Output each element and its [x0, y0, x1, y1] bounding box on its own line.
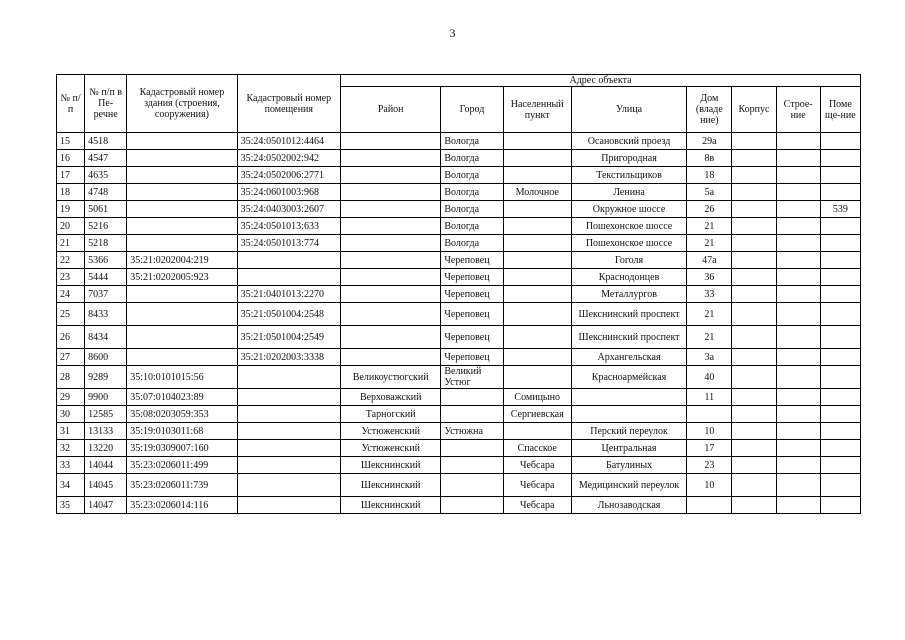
- cell-street: Красноармейская: [571, 366, 686, 389]
- cell-street: Ленина: [571, 184, 686, 201]
- cell-city: Череповец: [441, 286, 503, 303]
- cell-house: 21: [687, 303, 732, 326]
- cell-district: [341, 184, 441, 201]
- property-registry-table: [56, 74, 861, 514]
- cell-district: [341, 286, 441, 303]
- cell-room-cadastral: 35:21:0501004:2549: [237, 326, 340, 349]
- cell-room-cadastral: [237, 252, 340, 269]
- table-row: [57, 349, 861, 366]
- cell-list-id: 4748: [85, 184, 127, 201]
- cell-korpus: [732, 201, 776, 218]
- cell-stroenie: [776, 440, 820, 457]
- cell-korpus: [732, 423, 776, 440]
- cell-list-id: 14047: [85, 497, 127, 514]
- cell-house: 5а: [687, 184, 732, 201]
- cell-building-cadastral: [127, 326, 237, 349]
- cell-num: 27: [57, 349, 85, 366]
- header-district: Район: [341, 87, 441, 133]
- cell-street: Окружное шоссе: [571, 201, 686, 218]
- cell-street: Осановский проезд: [571, 133, 686, 150]
- cell-locality: [503, 303, 571, 326]
- cell-street: Шекснинский проспект: [571, 303, 686, 326]
- cell-district: [341, 349, 441, 366]
- cell-num: 34: [57, 474, 85, 497]
- cell-pomeschenie: [820, 497, 860, 514]
- cell-room-cadastral: [237, 366, 340, 389]
- table-row: [57, 366, 861, 389]
- cell-pomeschenie: [820, 366, 860, 389]
- cell-pomeschenie: [820, 326, 860, 349]
- cell-street: Льнозаводская: [571, 497, 686, 514]
- cell-korpus: [732, 303, 776, 326]
- table-row: [57, 286, 861, 303]
- cell-room-cadastral: 35:21:0401013:2270: [237, 286, 340, 303]
- cell-district: Устюженский: [341, 440, 441, 457]
- cell-city: Вологда: [441, 184, 503, 201]
- cell-stroenie: [776, 167, 820, 184]
- cell-stroenie: [776, 474, 820, 497]
- cell-list-id: 4635: [85, 167, 127, 184]
- cell-korpus: [732, 457, 776, 474]
- cell-district: [341, 201, 441, 218]
- cell-room-cadastral: 35:21:0501004:2548: [237, 303, 340, 326]
- cell-pomeschenie: [820, 406, 860, 423]
- table-row: [57, 252, 861, 269]
- header-korpus: Корпус: [732, 87, 776, 133]
- cell-stroenie: [776, 201, 820, 218]
- cell-city: [441, 389, 503, 406]
- cell-house: 8в: [687, 150, 732, 167]
- table-row: [57, 150, 861, 167]
- cell-pomeschenie: [820, 286, 860, 303]
- cell-list-id: 9900: [85, 389, 127, 406]
- cell-house: 18: [687, 167, 732, 184]
- cell-street: Центральная: [571, 440, 686, 457]
- table-row: [57, 389, 861, 406]
- cell-room-cadastral: [237, 474, 340, 497]
- cell-stroenie: [776, 133, 820, 150]
- cell-building-cadastral: [127, 303, 237, 326]
- cell-list-id: 13133: [85, 423, 127, 440]
- cell-pomeschenie: [820, 218, 860, 235]
- cell-stroenie: [776, 457, 820, 474]
- cell-korpus: [732, 269, 776, 286]
- cell-korpus: [732, 252, 776, 269]
- cell-city: [441, 440, 503, 457]
- cell-street: Пошехонское шоссе: [571, 218, 686, 235]
- cell-city: Устюжна: [441, 423, 503, 440]
- cell-house: [687, 406, 732, 423]
- cell-street: Металлургов: [571, 286, 686, 303]
- cell-stroenie: [776, 184, 820, 201]
- cell-building-cadastral: [127, 349, 237, 366]
- table-row: [57, 133, 861, 150]
- cell-locality: Сергиевская: [503, 406, 571, 423]
- cell-street: Пошехонское шоссе: [571, 235, 686, 252]
- cell-city: [441, 457, 503, 474]
- cell-list-id: 12585: [85, 406, 127, 423]
- cell-house: 10: [687, 474, 732, 497]
- cell-pomeschenie: [820, 133, 860, 150]
- cell-city: Череповец: [441, 349, 503, 366]
- cell-locality: [503, 252, 571, 269]
- cell-list-id: 5061: [85, 201, 127, 218]
- cell-house: 26: [687, 201, 732, 218]
- header-num: № п/п: [57, 75, 85, 133]
- cell-city: Вологда: [441, 167, 503, 184]
- cell-street: Архангельская: [571, 349, 686, 366]
- cell-room-cadastral: 35:24:0501013:633: [237, 218, 340, 235]
- cell-building-cadastral: 35:23:0206011:499: [127, 457, 237, 474]
- cell-locality: Спасское: [503, 440, 571, 457]
- cell-pomeschenie: [820, 303, 860, 326]
- cell-stroenie: [776, 286, 820, 303]
- cell-city: Череповец: [441, 269, 503, 286]
- cell-building-cadastral: 35:19:0103011:68: [127, 423, 237, 440]
- cell-pomeschenie: [820, 235, 860, 252]
- table-row: [57, 474, 861, 497]
- header-room-cadastral: Кадастровый номер помещения: [237, 75, 340, 133]
- table-row: [57, 303, 861, 326]
- cell-locality: [503, 269, 571, 286]
- cell-building-cadastral: [127, 184, 237, 201]
- cell-korpus: [732, 474, 776, 497]
- cell-house: [687, 497, 732, 514]
- cell-list-id: 14044: [85, 457, 127, 474]
- cell-locality: [503, 286, 571, 303]
- cell-district: Шекснинский: [341, 457, 441, 474]
- cell-house: 23: [687, 457, 732, 474]
- cell-room-cadastral: 35:24:0403003:2607: [237, 201, 340, 218]
- cell-house: 11: [687, 389, 732, 406]
- cell-korpus: [732, 218, 776, 235]
- cell-street: Пригородная: [571, 150, 686, 167]
- cell-house: 21: [687, 235, 732, 252]
- cell-num: 24: [57, 286, 85, 303]
- cell-stroenie: [776, 497, 820, 514]
- cell-list-id: 8600: [85, 349, 127, 366]
- cell-pomeschenie: [820, 389, 860, 406]
- cell-list-id: 4518: [85, 133, 127, 150]
- cell-district: [341, 133, 441, 150]
- cell-city: [441, 474, 503, 497]
- cell-city: Вологда: [441, 235, 503, 252]
- cell-locality: Сомицыно: [503, 389, 571, 406]
- cell-district: Шекснинский: [341, 497, 441, 514]
- header-row-top: [57, 75, 861, 87]
- cell-district: [341, 167, 441, 184]
- header-building: Строе-ние: [776, 87, 820, 133]
- cell-room-cadastral: 35:21:0202003:3338: [237, 349, 340, 366]
- cell-room-cadastral: [237, 269, 340, 286]
- cell-num: 26: [57, 326, 85, 349]
- cell-house: 29а: [687, 133, 732, 150]
- cell-pomeschenie: [820, 252, 860, 269]
- cell-stroenie: [776, 326, 820, 349]
- cell-district: [341, 269, 441, 286]
- cell-korpus: [732, 150, 776, 167]
- cell-korpus: [732, 349, 776, 366]
- cell-korpus: [732, 286, 776, 303]
- cell-num: 15: [57, 133, 85, 150]
- table-row: [57, 457, 861, 474]
- cell-room-cadastral: [237, 423, 340, 440]
- cell-street: Краснодонцев: [571, 269, 686, 286]
- cell-num: 22: [57, 252, 85, 269]
- cell-room-cadastral: [237, 497, 340, 514]
- cell-house: 36: [687, 269, 732, 286]
- cell-list-id: 5366: [85, 252, 127, 269]
- cell-district: [341, 235, 441, 252]
- table-row: [57, 184, 861, 201]
- cell-city: [441, 497, 503, 514]
- cell-room-cadastral: 35:24:0501012:4464: [237, 133, 340, 150]
- cell-house: 47а: [687, 252, 732, 269]
- page-number: 3: [449, 26, 456, 40]
- cell-city: Вологда: [441, 133, 503, 150]
- table-row: [57, 269, 861, 286]
- cell-korpus: [732, 235, 776, 252]
- header-building-cadastral: Кадастровый номер здания (строения, сооружения): [127, 75, 237, 133]
- cell-korpus: [732, 326, 776, 349]
- cell-house: 33: [687, 286, 732, 303]
- cell-pomeschenie: [820, 349, 860, 366]
- cell-pomeschenie: [820, 269, 860, 286]
- table-row: [57, 326, 861, 349]
- cell-street: [571, 406, 686, 423]
- cell-city: [441, 406, 503, 423]
- cell-list-id: 14045: [85, 474, 127, 497]
- cell-district: [341, 252, 441, 269]
- cell-locality: Молочное: [503, 184, 571, 201]
- cell-district: Верховажский: [341, 389, 441, 406]
- cell-pomeschenie: [820, 184, 860, 201]
- header-room: Поме ще-ние: [820, 87, 860, 133]
- cell-num: 28: [57, 366, 85, 389]
- cell-room-cadastral: 35:24:0601003:968: [237, 184, 340, 201]
- cell-room-cadastral: 35:24:0502006:2771: [237, 167, 340, 184]
- cell-street: Медицинский переулок: [571, 474, 686, 497]
- header-street: Улица: [571, 87, 686, 133]
- cell-building-cadastral: [127, 201, 237, 218]
- cell-locality: Чебсара: [503, 457, 571, 474]
- cell-korpus: [732, 406, 776, 423]
- cell-locality: [503, 150, 571, 167]
- cell-korpus: [732, 497, 776, 514]
- cell-num: 23: [57, 269, 85, 286]
- cell-num: 17: [57, 167, 85, 184]
- cell-street: Текстильщиков: [571, 167, 686, 184]
- cell-num: 32: [57, 440, 85, 457]
- cell-district: [341, 218, 441, 235]
- cell-city: Вологда: [441, 150, 503, 167]
- cell-district: [341, 150, 441, 167]
- cell-pomeschenie: [820, 440, 860, 457]
- cell-num: 16: [57, 150, 85, 167]
- cell-house: 21: [687, 326, 732, 349]
- cell-list-id: 8433: [85, 303, 127, 326]
- cell-locality: [503, 423, 571, 440]
- cell-num: 33: [57, 457, 85, 474]
- cell-city: Череповец: [441, 326, 503, 349]
- cell-num: 25: [57, 303, 85, 326]
- cell-building-cadastral: [127, 133, 237, 150]
- cell-stroenie: [776, 423, 820, 440]
- cell-pomeschenie: [820, 150, 860, 167]
- cell-list-id: 5444: [85, 269, 127, 286]
- cell-building-cadastral: [127, 235, 237, 252]
- cell-building-cadastral: 35:19:0309007:160: [127, 440, 237, 457]
- cell-num: 30: [57, 406, 85, 423]
- cell-korpus: [732, 366, 776, 389]
- cell-list-id: 7037: [85, 286, 127, 303]
- cell-locality: [503, 366, 571, 389]
- cell-locality: [503, 218, 571, 235]
- header-city: Город: [441, 87, 503, 133]
- table-row: [57, 497, 861, 514]
- header-address: Адрес объекта: [341, 75, 861, 87]
- cell-city: Череповец: [441, 252, 503, 269]
- cell-list-id: 9289: [85, 366, 127, 389]
- header-list-num: № п/п в Пе-речне: [85, 75, 127, 133]
- cell-building-cadastral: 35:21:0202004:219: [127, 252, 237, 269]
- cell-building-cadastral: 35:23:0206011:739: [127, 474, 237, 497]
- cell-house: 40: [687, 366, 732, 389]
- cell-num: 35: [57, 497, 85, 514]
- cell-street: [571, 389, 686, 406]
- cell-building-cadastral: [127, 150, 237, 167]
- cell-street: Перский переулок: [571, 423, 686, 440]
- cell-building-cadastral: [127, 218, 237, 235]
- cell-house: 10: [687, 423, 732, 440]
- cell-list-id: 8434: [85, 326, 127, 349]
- cell-stroenie: [776, 406, 820, 423]
- table-row: [57, 406, 861, 423]
- cell-building-cadastral: 35:07:0104023:89: [127, 389, 237, 406]
- cell-street: Гоголя: [571, 252, 686, 269]
- cell-pomeschenie: [820, 167, 860, 184]
- cell-num: 21: [57, 235, 85, 252]
- table-row: [57, 201, 861, 218]
- cell-korpus: [732, 440, 776, 457]
- table-row: [57, 423, 861, 440]
- cell-house: 3а: [687, 349, 732, 366]
- cell-district: Великоустюгский: [341, 366, 441, 389]
- cell-district: Шекснинский: [341, 474, 441, 497]
- cell-building-cadastral: 35:08:0203059:353: [127, 406, 237, 423]
- cell-locality: Чебсара: [503, 497, 571, 514]
- cell-list-id: 5216: [85, 218, 127, 235]
- cell-locality: [503, 349, 571, 366]
- cell-stroenie: [776, 252, 820, 269]
- cell-stroenie: [776, 349, 820, 366]
- cell-locality: [503, 133, 571, 150]
- cell-locality: [503, 201, 571, 218]
- cell-district: Тарногский: [341, 406, 441, 423]
- cell-list-id: 4547: [85, 150, 127, 167]
- cell-building-cadastral: 35:10:0101015:56: [127, 366, 237, 389]
- cell-building-cadastral: [127, 167, 237, 184]
- cell-locality: [503, 326, 571, 349]
- cell-stroenie: [776, 303, 820, 326]
- cell-stroenie: [776, 389, 820, 406]
- cell-locality: [503, 167, 571, 184]
- cell-num: 29: [57, 389, 85, 406]
- table-row: [57, 167, 861, 184]
- cell-pomeschenie: [820, 457, 860, 474]
- cell-district: [341, 303, 441, 326]
- cell-locality: [503, 235, 571, 252]
- cell-num: 20: [57, 218, 85, 235]
- cell-pomeschenie: [820, 423, 860, 440]
- cell-district: [341, 326, 441, 349]
- cell-city: Вологда: [441, 218, 503, 235]
- cell-street: Шекснинский проспект: [571, 326, 686, 349]
- cell-street: Батулиных: [571, 457, 686, 474]
- cell-room-cadastral: 35:24:0501013:774: [237, 235, 340, 252]
- cell-num: 18: [57, 184, 85, 201]
- cell-building-cadastral: 35:21:0202005:923: [127, 269, 237, 286]
- cell-room-cadastral: [237, 457, 340, 474]
- cell-stroenie: [776, 218, 820, 235]
- cell-list-id: 13220: [85, 440, 127, 457]
- table-row: [57, 218, 861, 235]
- cell-house: 21: [687, 218, 732, 235]
- cell-korpus: [732, 133, 776, 150]
- cell-room-cadastral: [237, 440, 340, 457]
- cell-stroenie: [776, 366, 820, 389]
- table-row: [57, 235, 861, 252]
- cell-stroenie: [776, 269, 820, 286]
- cell-korpus: [732, 184, 776, 201]
- cell-list-id: 5218: [85, 235, 127, 252]
- cell-pomeschenie: [820, 474, 860, 497]
- cell-room-cadastral: [237, 406, 340, 423]
- cell-city: Великий Устюг: [441, 366, 503, 389]
- cell-city: Вологда: [441, 201, 503, 218]
- header-locality: Населенный пункт: [503, 87, 571, 133]
- cell-stroenie: [776, 235, 820, 252]
- cell-city: Череповец: [441, 303, 503, 326]
- cell-korpus: [732, 389, 776, 406]
- cell-room-cadastral: 35:24:0502002:942: [237, 150, 340, 167]
- cell-building-cadastral: 35:23:0206014:116: [127, 497, 237, 514]
- cell-num: 31: [57, 423, 85, 440]
- cell-room-cadastral: [237, 389, 340, 406]
- cell-stroenie: [776, 150, 820, 167]
- cell-num: 19: [57, 201, 85, 218]
- header-house: Дом (владе ние): [687, 87, 732, 133]
- table-body: [57, 133, 861, 514]
- table-row: [57, 440, 861, 457]
- cell-house: 17: [687, 440, 732, 457]
- cell-district: Устюженский: [341, 423, 441, 440]
- cell-building-cadastral: [127, 286, 237, 303]
- cell-korpus: [732, 167, 776, 184]
- cell-locality: Чебсара: [503, 474, 571, 497]
- cell-pomeschenie: 539: [820, 201, 860, 218]
